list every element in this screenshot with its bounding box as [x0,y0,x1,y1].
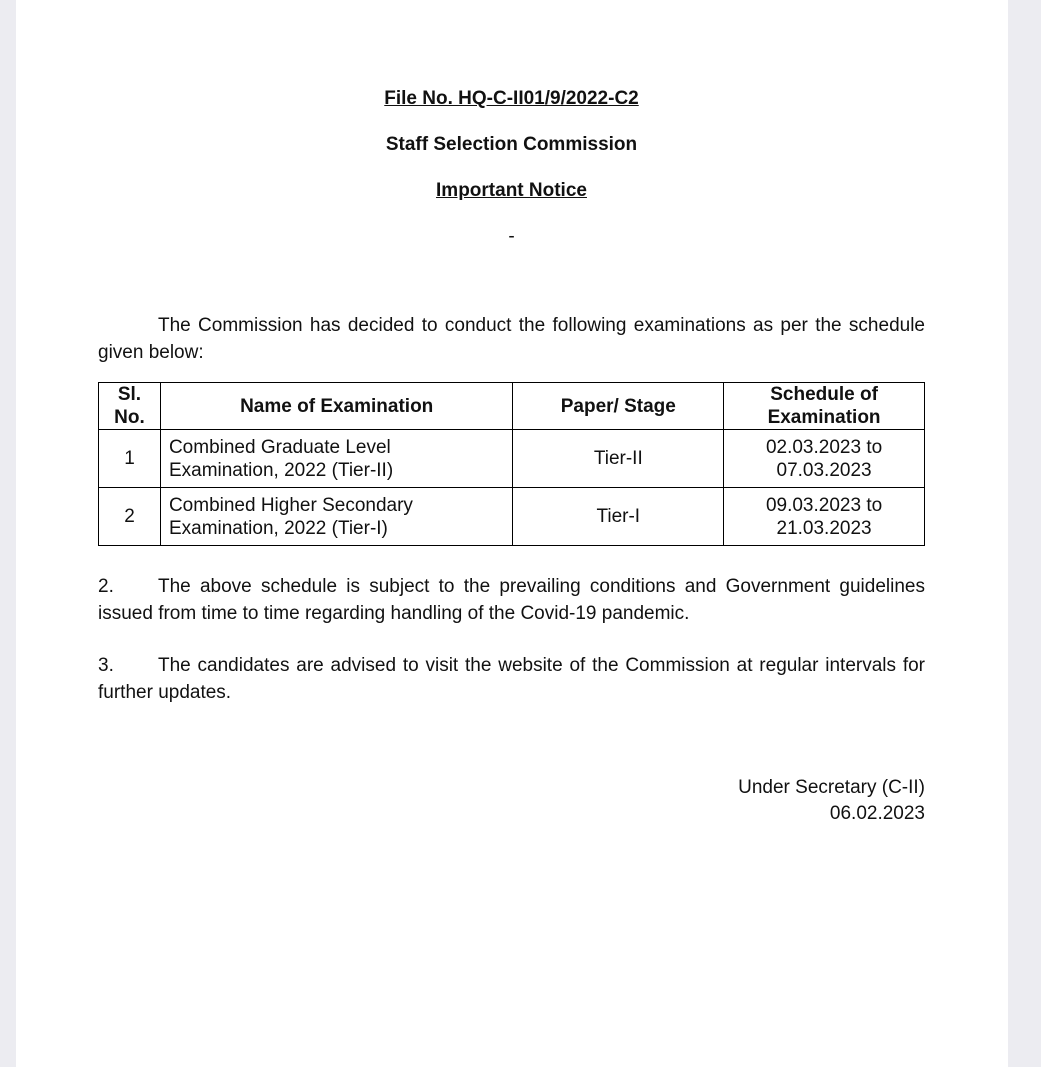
document-page [16,0,1008,1067]
header-schedule: Schedule of Examination [724,383,925,430]
row-schedule: 02.03.2023 to 07.03.2023 [724,430,925,488]
table-row [99,488,925,546]
header-sl-no: Sl. No. [99,383,161,430]
row-paper-stage: Tier-II [513,430,724,488]
row-sl-no: 1 [99,430,161,488]
point-text: The above schedule is subject to the prevailing conditions and Government guidelines issued from time to time regarding handling of the Covid-19 pandemic. [98,576,925,624]
notice-date: 06.02.2023 [829,803,925,824]
row-paper-stage: Tier-I [513,488,724,546]
row-exam-name: Combined Graduate Level Examination, 2022 (Tier-II) [160,430,512,488]
header-paper-stage: Paper/ Stage [513,383,724,430]
notice-title: Important Notice [436,180,587,201]
schedule-table [98,382,925,546]
table-row [99,430,925,488]
file-number: File No. HQ-C-II01/9/2022-C2 [384,88,639,109]
point-3-paragraph [98,652,925,706]
signatory-designation: Under Secretary (C-II) [738,777,925,798]
point-number: 3. [98,655,114,676]
signature-block [738,775,925,827]
intro-text: The Commission has decided to conduct the following examinations as per the schedule given below: [98,315,925,363]
point-number: 2. [98,576,114,597]
row-sl-no: 2 [99,488,161,546]
organisation-name: Staff Selection Commission [385,134,638,155]
intro-paragraph [98,312,925,366]
separator-dash: - [508,226,515,247]
point-2-paragraph [98,573,925,627]
point-text: The candidates are advised to visit the website of the Commission at regular intervals for further updates. [98,655,925,703]
header-exam-name: Name of Examination [160,383,512,430]
row-exam-name: Combined Higher Secondary Examination, 2022 (Tier-I) [160,488,512,546]
row-schedule: 09.03.2023 to 21.03.2023 [724,488,925,546]
table-header-row [99,383,925,430]
